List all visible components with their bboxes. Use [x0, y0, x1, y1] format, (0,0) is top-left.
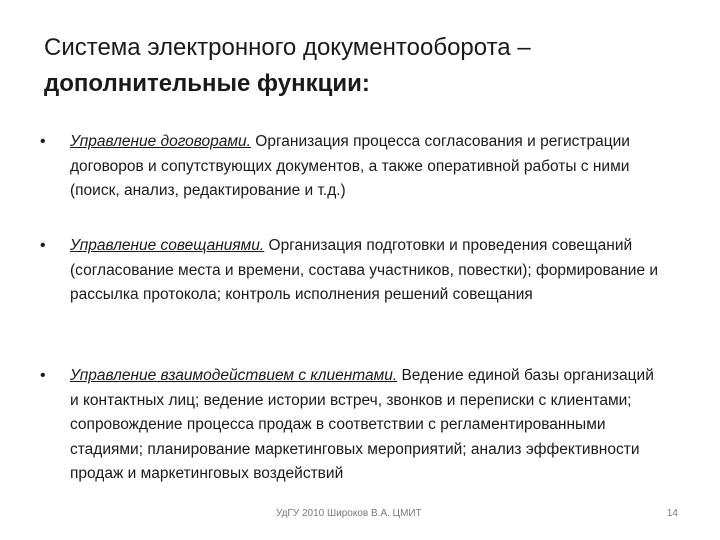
- bullet-lead-meetings: Управление совещаниями.: [70, 237, 265, 254]
- bullet-text: [70, 364, 660, 487]
- slide-title-line-2: дополнительные функции:: [44, 70, 370, 97]
- bullet-body-meetings: Организация подготовки и проведения совещаний (согласование места и времени, состава участников, повестки); формирование и рассылка протокола; контроль исполнения решений совещания: [70, 237, 659, 303]
- bullet-text: [70, 234, 660, 308]
- slide-title-line-1: Система электронного документооборота –: [44, 34, 531, 61]
- bullet-item-clients: [40, 364, 680, 487]
- slide-footer: УдГУ 2010 Широков В.А. ЦМИТ: [276, 508, 422, 519]
- bullet-text: [70, 130, 660, 204]
- bullet-item-contracts: [40, 130, 680, 204]
- bullet-marker: •: [40, 367, 46, 384]
- bullet-marker: •: [40, 237, 46, 254]
- bullet-lead-contracts: Управление договорами.: [70, 133, 251, 150]
- bullet-marker: •: [40, 133, 46, 150]
- bullet-item-meetings: [40, 234, 680, 308]
- slide-number: 14: [666, 508, 678, 519]
- bullet-body-clients: Ведение единой базы организаций и контактных лиц; ведение истории встреч, звонков и переписки с клиентами; сопровождение процесса продаж в соответствии с регламентированными стадиями; планирование маркетинговых мероприятий; анализ эффективности продаж и маркетинговых воздействий: [70, 367, 654, 482]
- bullet-body-contracts: Организация процесса согласования и регистрации договоров и сопутствующих документов, а также оперативной работы с ними (поиск, анализ, редактирование и т.д.): [70, 133, 630, 199]
- bullet-lead-clients: Управление взаимодействием с клиентами.: [70, 367, 398, 384]
- slide-title: [44, 30, 684, 102]
